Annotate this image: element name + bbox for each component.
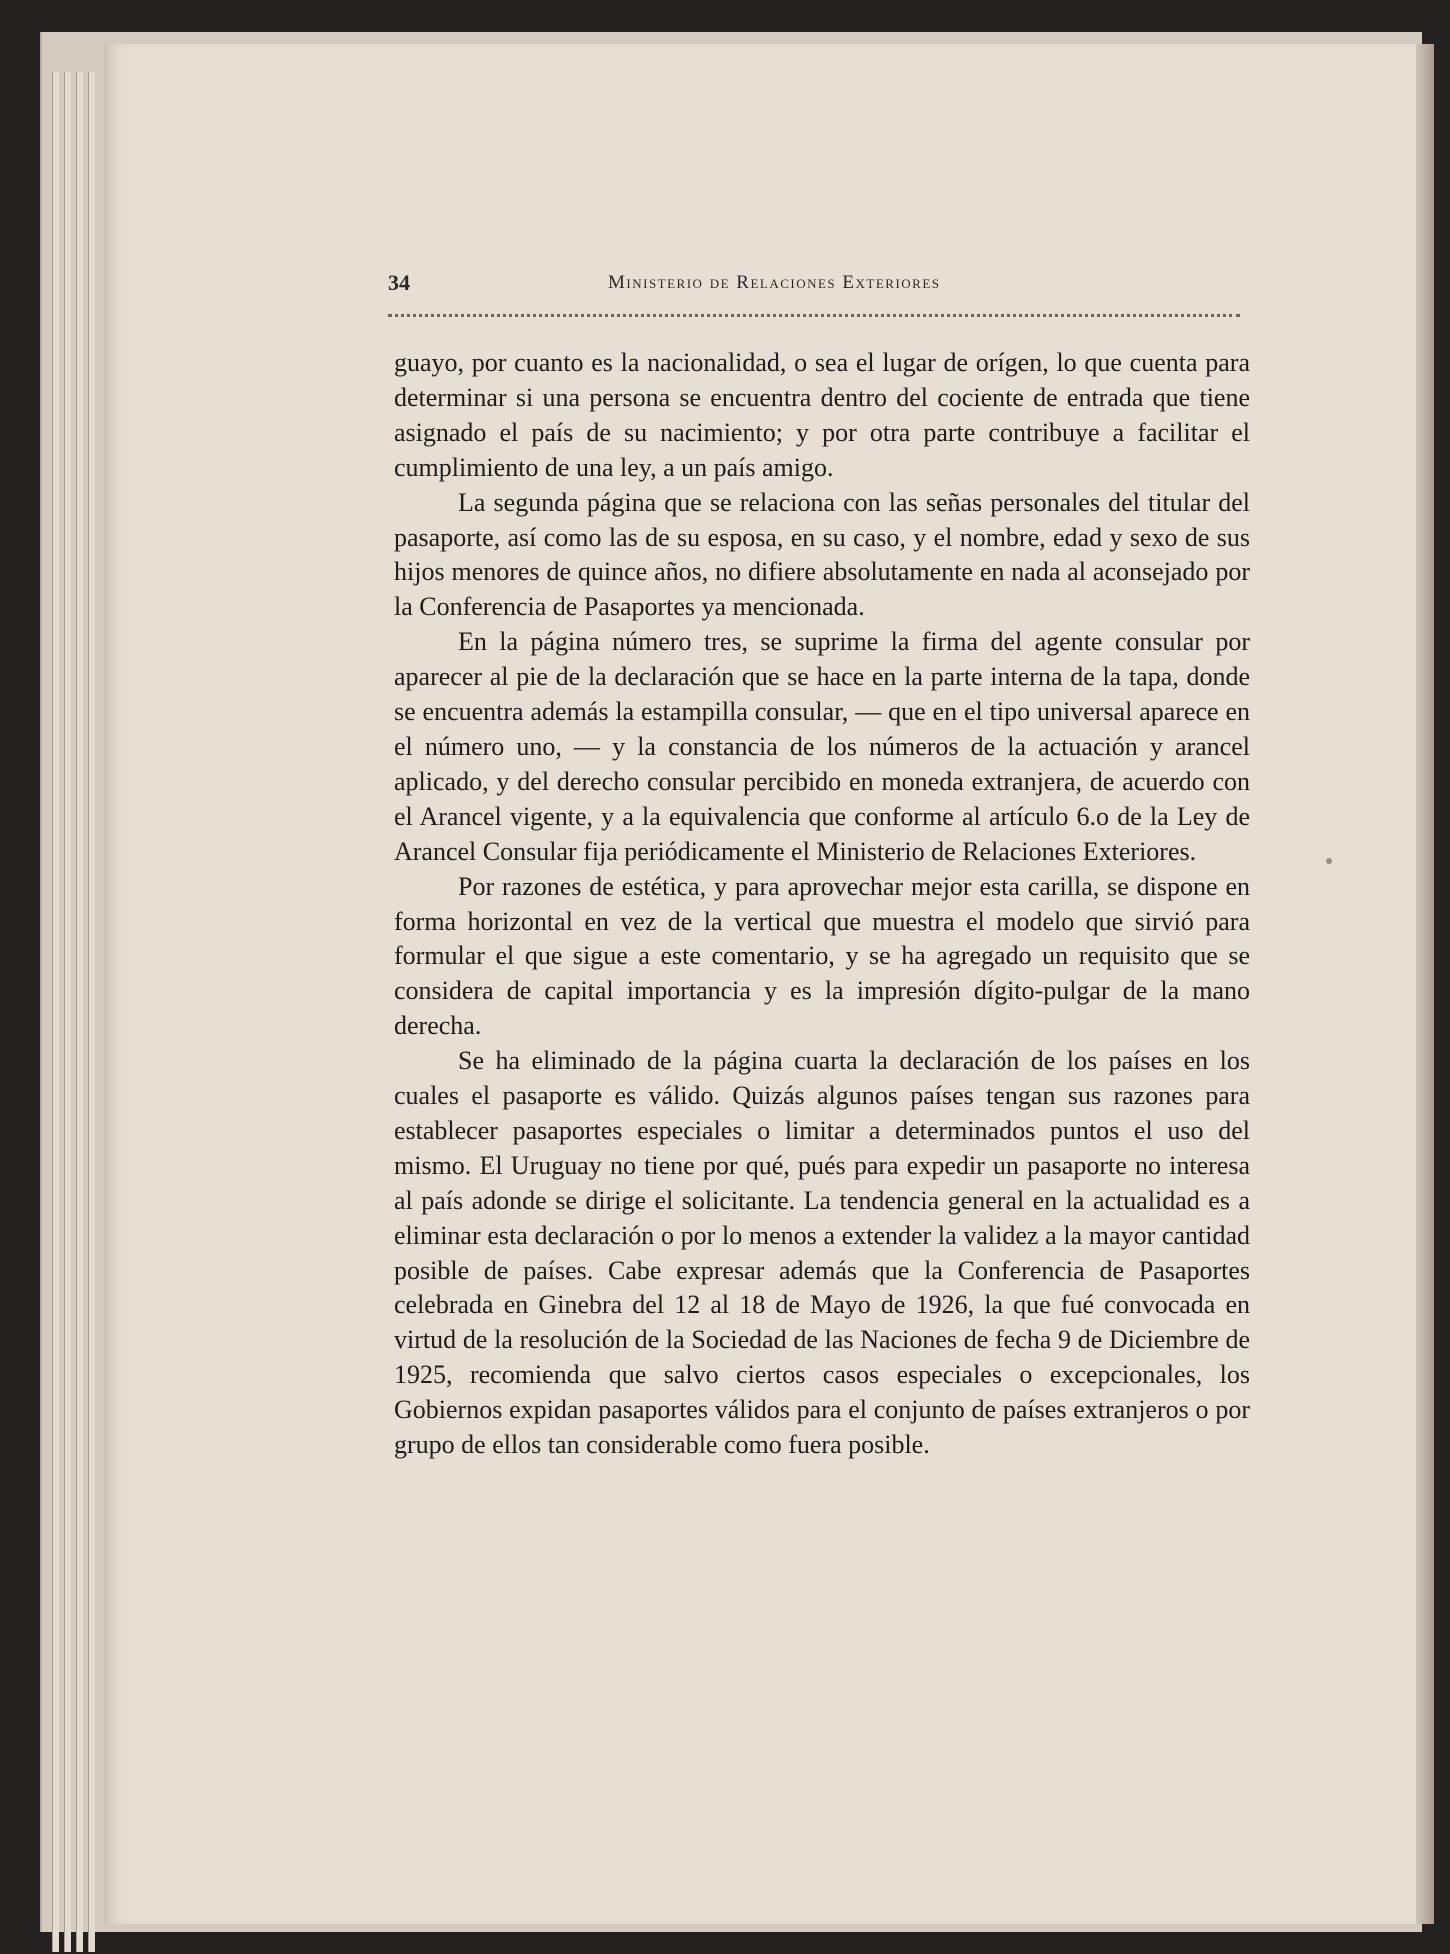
paragraph: Se ha eliminado de la página cuarta la declaración de los países en los cuales el pasaporte es válido. Quizás algunos países tengan sus razones para establecer pasaportes especiales o limitar a determinados puntos el uso del mismo. El Uruguay no tiene por qué, pués para expedir un pasaporte no interesa al país adonde se dirige el solicitante. La tendencia general en la actualidad es a eliminar esta declaración o por lo menos a extender la validez a la mayor cantidad posible de países. Cabe expresar además que la Conferencia de Pasaportes celebrada en Ginebra del 12 al 18 de Mayo de 1926, la que fué convocada en virtud de la resolución de la Sociedad de las Naciones de fecha 9 de Diciembre de 1925, recomienda que salvo ciertos casos especiales o excepcionales, los Gobiernos expidan pasaportes válidos para el conjunto de países extranjeros o por grupo de ellos tan considerable como fuera posible. <box>394 1046 1250 1460</box>
page-edge <box>88 72 95 1952</box>
dotted-rule <box>388 314 1240 317</box>
running-head-title: Ministerio de Relaciones Exteriores <box>608 272 941 293</box>
paragraph: Por razones de estética, y para aprovechar mejor esta carilla, se dispone en forma horizontal en vez de la vertical que muestra el modelo que sirvió para formular el que sigue a este comentario, y se ha agregado un requisito que se considera de capital importancia y es la impresión dígito-pulgar de la mano derecha. <box>394 871 1250 1041</box>
page-number: 34 <box>388 270 410 295</box>
page-edge <box>64 72 71 1952</box>
page-edge <box>52 72 59 1952</box>
body-text <box>394 346 1250 1463</box>
page-edge <box>76 72 83 1952</box>
running-head <box>388 268 1238 308</box>
paragraph-continuation: guayo, por cuanto es la nacionalidad, o sea el lugar de orígen, lo que cuenta para determinar si una persona se encuentra dentro del cociente de entrada que tiene asignado el país de su nacimiento; y por otra parte contribuye a facilitar el cumplimiento de una ley, a un país amigo. <box>394 348 1250 482</box>
paragraph: La segunda página que se relaciona con las señas personales del titular del pasaporte, así como las de su esposa, en su caso, y el nombre, edad y sexo de sus hijos menores de quince años, no difiere absolutamente en nada al aconsejado por la Conferencia de Pasaportes ya mencionada. <box>394 487 1250 622</box>
paper-speck <box>1326 858 1332 864</box>
paragraph: En la página número tres, se suprime la firma del agente consular por aparecer al pie de la declaración que se hace en la parte interna de la tapa, donde se encuentra además la estampilla consular, — que en el tipo universal aparece en el número uno, — y la constancia de los números de la actuación y arancel aplicado, y del derecho consular percibido en moneda extranjera, de acuerdo con el Arancel vigente, y a la equivalencia que conforme al artículo 6.o de la Ley de Arancel Consular fija periódicamente el Ministerio de Relaciones Exteriores. <box>394 627 1250 866</box>
book-spine-shadow <box>1416 44 1434 1924</box>
